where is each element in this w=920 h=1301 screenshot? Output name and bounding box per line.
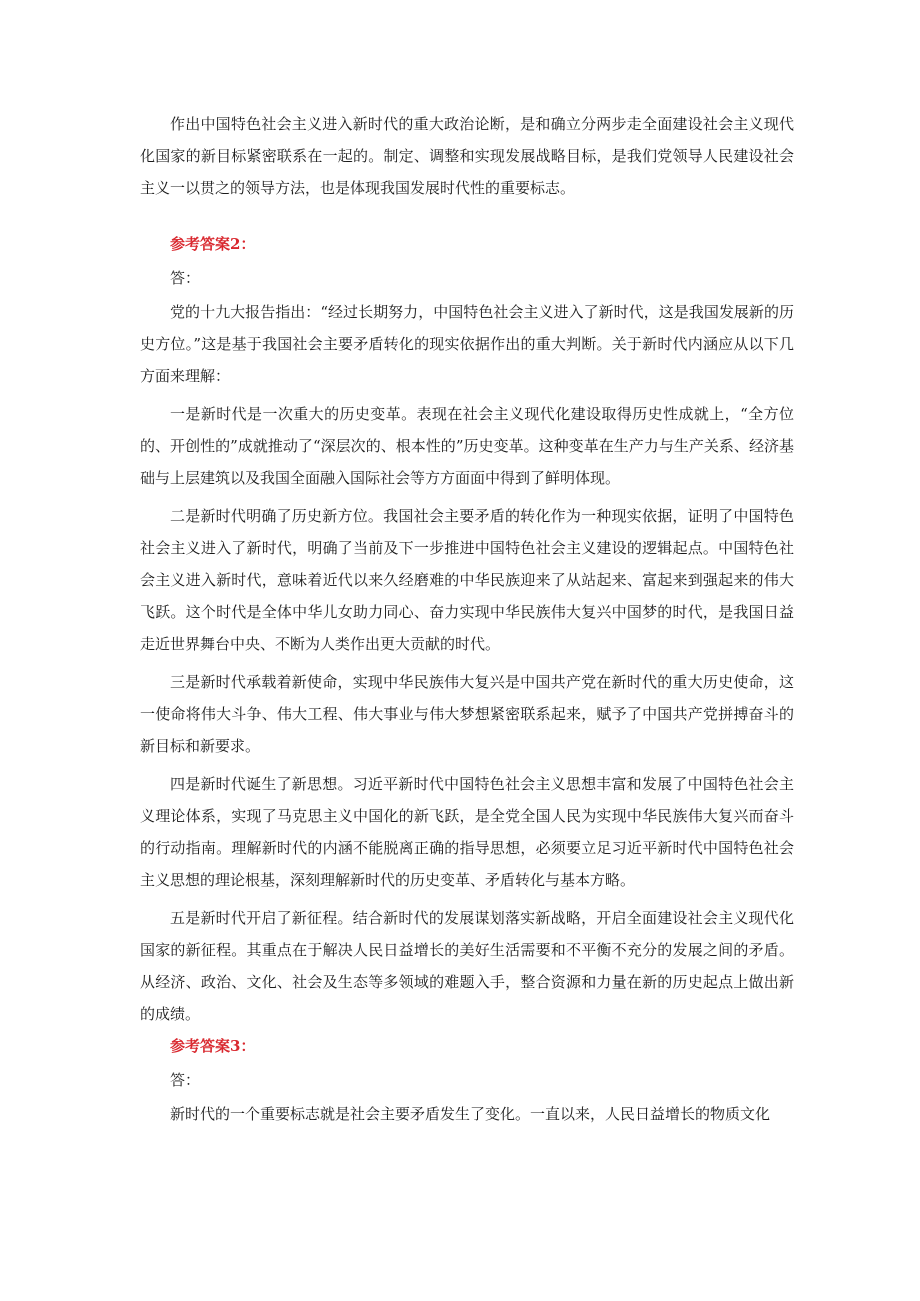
- answer-2-paragraph-3: 二是新时代明确了历史新方位。我国社会主要矛盾的转化作为一种现实依据，证明了中国特色社会主义进入了新时代，明确了当前及下一步推进中国特色社会主义建设的逻辑起点。中国特色社会主义进入新时代，意味着近代以来久经磨难的中华民族迎来了从站起来、富起来到强起来的伟大飞跃。这个时代是全体中华儿女助力同心、奋力实现中华民族伟大复兴中国梦的时代，是我国日益走近世界舞台中央、不断为人类作出更大贡献的时代。: [140, 507, 794, 653]
- answer-2-paragraph-6: 五是新时代开启了新征程。结合新时代的发展谋划落实新战略，开启全面建设社会主义现代化国家的新征程。其重点在于解决人民日益增长的美好生活需要和不平衡不充分的发展之间的矛盾。从经济、政治、文化、社会及生态等多领域的难题入手，整合资源和力量在新的历史起点上做出新的成绩。: [140, 909, 794, 1023]
- intro-paragraph: 作出中国特色社会主义进入新时代的重大政治论断，是和确立分两步走全面建设社会主义现代化国家的新目标紧密联系在一起的。制定、调整和实现发展战略目标，是我们党领导人民建设社会主义一以贯之的领导方法，也是体现我国发展时代性的重要标志。: [140, 115, 794, 197]
- document-body: [140, 108, 794, 1130]
- answer-3-paragraph-1: 新时代的一个重要标志就是社会主要矛盾发生了变化。一直以来，人民日益增长的物质文化: [170, 1105, 771, 1123]
- answer-3-label: 答：: [170, 1071, 201, 1089]
- answer-2-paragraph-5: 四是新时代诞生了新思想。习近平新时代中国特色社会主义思想丰富和发展了中国特色社会主义理论体系，实现了马克思主义中国化的新飞跃，是全党全国人民为实现中华民族伟大复兴而奋斗的行动指南。理解新时代的内涵不能脱离正确的指导思想，必须要立足习近平新时代中国特色社会主义思想的理论根基，深刻理解新时代的历史变革、矛盾转化与基本方略。: [140, 775, 794, 889]
- answer-2-paragraph-1: 党的十九大报告指出：“经过长期努力，中国特色社会主义进入了新时代，这是我国发展新的历史方位。”这是基于我国社会主要矛盾转化的现实依据作出的重大判断。关于新时代内涵应从以下几方面来理解：: [140, 303, 794, 385]
- answer-2-label: 答：: [170, 269, 201, 287]
- answer-2-paragraph-2: 一是新时代是一次重大的历史变革。表现在社会主义现代化建设取得历史性成就上，“全方位的、开创性的”成就推动了“深层次的、根本性的”历史变革。这种变革在生产力与生产关系、经济基础与上层建筑以及我国全面融入国际社会等方方面面中得到了鲜明体现。: [140, 405, 794, 487]
- section-spacer: [140, 204, 794, 228]
- answer-2-heading: 参考答案2：: [170, 235, 256, 253]
- answer-3-heading: 参考答案3：: [170, 1037, 256, 1055]
- answer-2-paragraph-4: 三是新时代承载着新使命，实现中华民族伟大复兴是中国共产党在新时代的重大历史使命，这一使命将伟大斗争、伟大工程、伟大事业与伟大梦想紧密联系起来，赋予了中国共产党拼搏奋斗的新目标和新要求。: [140, 673, 794, 755]
